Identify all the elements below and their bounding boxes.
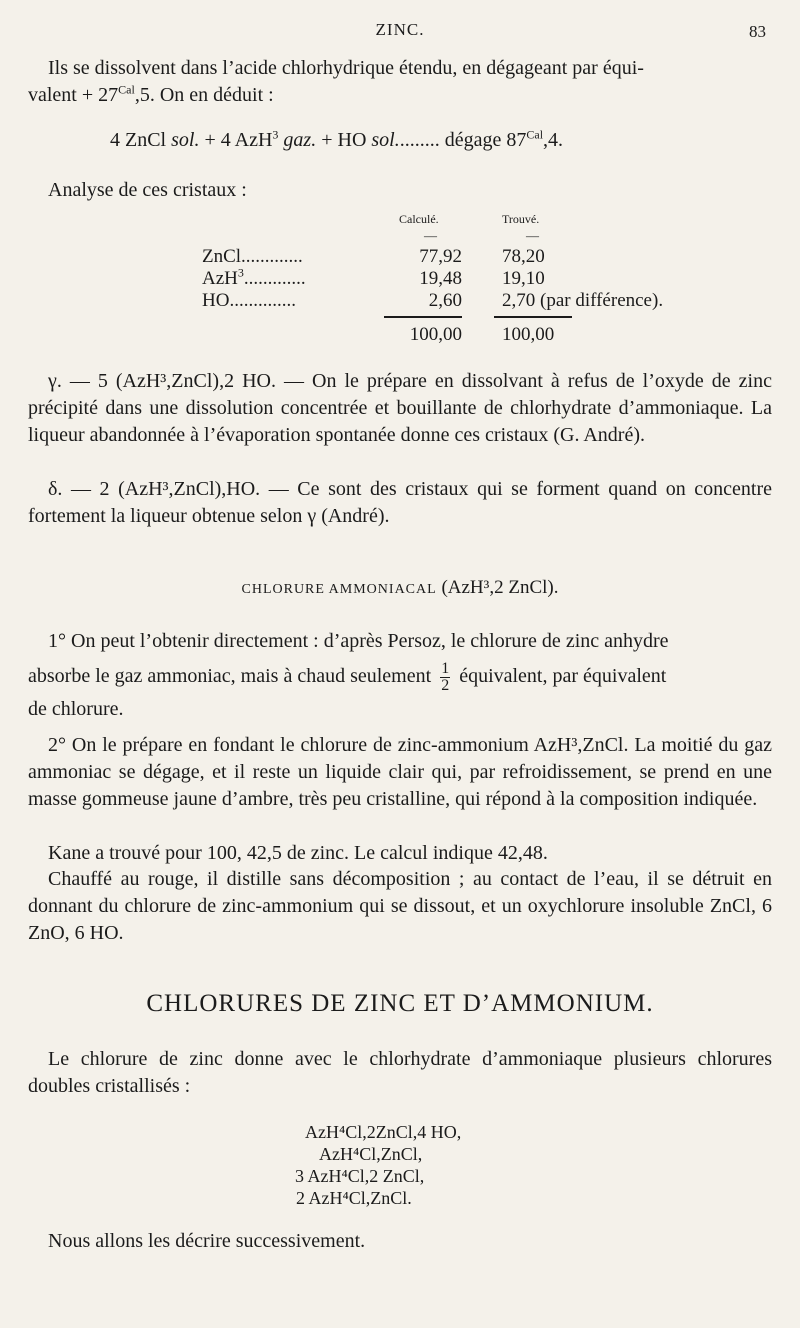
intro-paragraph [28, 55, 772, 109]
formula-item: AzH⁴Cl,ZnCl, [319, 1144, 423, 1164]
sum-rule [384, 316, 462, 318]
thermo-equation: 4 ZnCl sol. + 4 AzH$^3$ gaz. + HO sol......... dégage $87^{Cal},4$. [110, 127, 564, 151]
closing-sentence: Nous allons les décrire successivement. [48, 1230, 366, 1252]
col-dash: — [526, 228, 539, 243]
paragraph-5: Le chlorure de zinc donne avec le chlorhydrate d’ammoniaque plusieurs chlorures doubles cristallisés : [28, 1048, 772, 1097]
formula-item: AzH⁴Cl,2ZnCl,4 HO, [305, 1122, 462, 1142]
fraction-one-half: $\frac{1}{2}$ [441, 660, 450, 694]
table-row: HO.............. 2,60 2,70 (par différence). [202, 290, 664, 311]
sum-rule [494, 316, 572, 318]
intro-line-2: valent + $27^{Cal},5$. On en déduit : [28, 82, 274, 106]
col-dash: — [424, 228, 437, 243]
col-header-calcule: Calculé. [399, 212, 439, 226]
intro-line-1: Ils se dissolvent dans l’acide chlorhydrique étendu, en dégageant par équi- [48, 57, 644, 79]
paragraph-3: Kane a trouvé pour 100, 42,5 de zinc. Le calcul indique 42,48. [48, 842, 548, 864]
table-row: ZnCl............. 77,92 78,20 [202, 246, 545, 267]
formula-item: 2 AzH⁴Cl,ZnCl. [296, 1188, 412, 1208]
gamma-paragraph: γ. — 5 (AzH³,ZnCl),2 HO. — On le prépare en dissolvant à refus de l’oxyde de zinc précipité dans une dissolution concentrée et bouillante de chlorhydrate d’ammoniaque. La liqueur abandonnée à l’évaporation spontanée donne ces cristaux (G. André). [28, 370, 772, 446]
page-number: 83 [749, 22, 766, 41]
formula-item: 3 AzH⁴Cl,2 ZnCl, [295, 1166, 425, 1186]
delta-paragraph: δ. — 2 (AzH³,ZnCl),HO. — Ce sont des cristaux qui se forment quand on concentre fortement la liqueur obtenue selon γ (André). [28, 478, 772, 527]
paragraph-1: 1° On peut l’obtenir directement : d’après Persoz, le chlorure de zinc anhydre absorbe le gaz ammoniac, mais à chaud seulement $\frac{1}{2}$ équivalent, par équivalent de chlorure. [28, 630, 669, 720]
table-total-row: 100,00 100,00 [409, 324, 555, 345]
analysis-title: Analyse de ces cristaux : [48, 179, 247, 201]
section-heading-chlorures-zinc-ammonium: CHLORURES DE ZINC ET D’AMMONIUM. [146, 990, 654, 1017]
col-header-trouve: Trouvé. [502, 212, 540, 226]
section-heading-chlorure-ammoniacal: CHLORURE AMMONIACAL (AzH³,2 ZnCl). [241, 577, 559, 598]
paragraph-2: 2° On le prépare en fondant le chlorure de zinc-ammonium AzH³,ZnCl. La moitié du gaz ammoniac se dégage, et il reste un liquide clair qui, par refroidissement, se prend en une masse gommeuse jaune d’ambre, très peu cristalline, qui répond à la composition indiquée. [28, 734, 772, 810]
running-header: ZINC. [375, 20, 425, 39]
paragraph-4: Chauffé au rouge, il distille sans décomposition ; au contact de l’eau, il se détruit en donnant du chlorure de zinc-ammonium qui se dissout, et un oxychlorure insoluble ZnCl, 6 ZnO, 6 HO. [28, 868, 772, 944]
table-row: AzH$^3$............. 19,48 19,10 [202, 265, 545, 289]
